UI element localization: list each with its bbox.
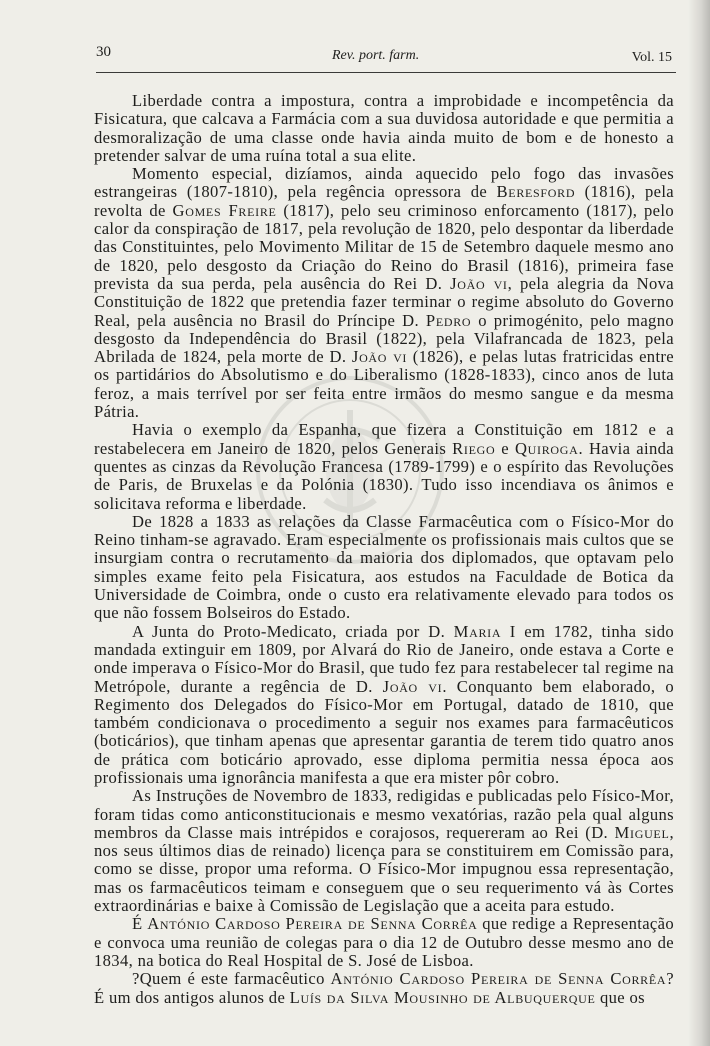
text-run: É <box>132 914 148 934</box>
text-run: A Junta do Proto-Medicato, criada por D. <box>132 621 454 641</box>
paragraph <box>94 421 674 512</box>
text-run: que os <box>595 987 645 1007</box>
small-caps-name: Gomes Freire <box>172 200 277 220</box>
paragraph <box>94 970 674 1007</box>
text-run: (1817), pelo seu criminoso enforcamento (1817), pelo calor da conspiração de 1817, pela revolução de 1820, pelo despontar da liberdade das Constituintes, pelo Movimento Militar de 15 de Setembro daquele mesmo ano de 1820, pelo desgosto da Criação do Reino do Brasil (1816), primeira fase prevista da sua perda, pela ausência do Rei D. <box>94 200 674 293</box>
running-head <box>96 44 676 68</box>
paragraph <box>94 915 674 970</box>
small-caps-name: Riego <box>452 438 496 458</box>
text-run: As Instruções de Novembro de 1833, redigidas e publicadas pelo Físico-Mor, foram tidas como anticonstitucionais e mesmo vexatórias, razão pela qual alguns membros da Classe mais intrépidos e corajosos, requereram ao Rei (D. <box>94 786 674 842</box>
page-number: 30 <box>96 44 111 60</box>
small-caps-name: António Cardoso Pereira de Senna Corrêa <box>330 969 667 989</box>
text-run: Havia o exemplo da Espanha, que fizera a Constituição em 1812 e a restabelecera em Janeiro de 1820, pelos Generais <box>94 420 674 458</box>
text-run: (1826), e pelas lutas fratricidas entre os partidários do Absolutismo e do Liberalismo (1828-1833), cinco anos de luta feroz, a mais terrível por ser feita entre irmãos do mesmo sangue e da mesma Pátria. <box>94 347 675 422</box>
text-run: e <box>495 438 515 458</box>
small-caps-name: Miguel <box>614 822 670 842</box>
small-caps-name: Pedro <box>425 310 472 330</box>
journal-title: Rev. port. farm. <box>332 48 420 63</box>
text-run: , nos seus últimos dias de reinado) licença para se constituirem em Comissão para, como se disse, propor uma reforma. O Físico-Mor impugnou essa representação, mas os farmacêuticos teimam e conseguem que o seu requerimento vá às Cortes extraordinárias e baixe à Comissão de Legislação que a aceita para estudo. <box>94 822 674 916</box>
text-run: , pela alegria da Nova Constituição de 1822 que pretendia fazer terminar o regime absoluto do Governo Real, pela ausência no Brasil do Príncipe D. <box>94 273 674 330</box>
text-run: ?Quem é este farmacêutico <box>132 969 331 989</box>
volume-label: Vol. 15 <box>631 50 672 65</box>
text-run: o primogénito, pelo magno desgosto da Independência do Brasil (1822), pela Vilafrancada de 1823, pela Abrilada de 1824, pela morte de D. <box>94 310 674 367</box>
small-caps-name: João vi <box>382 676 443 696</box>
small-caps-name: António Cardoso Pereira de Senna Corrêa <box>147 914 478 934</box>
small-caps-name: Luís da Silva Mousinho de Albuquerque <box>289 987 596 1007</box>
text-run: De 1828 a 1833 as relações da Classe Farmacêutica com o Físico-Mor do Reino tinham-se agravado. Eram especialmente os profissionais mais cultos que se insurgiam contra o recrutamento da maioria dos diplomados, que optavam pelo simples exame feito pela Fisicatura, aos estudos na Faculdade de Botica da Universidade de Coimbra, onde o custo era relativamente elevado para todos os que não fossem Bolseiros do Estado. <box>94 511 674 623</box>
paragraph <box>94 513 674 623</box>
text-run: Momento especial, dizíamos, ainda aquecido pelo fogo das invasões estrangeiras (1807-1810), pela regência opressora de <box>94 164 674 202</box>
article-body <box>94 92 674 1007</box>
small-caps-name: Beresford <box>496 182 576 202</box>
small-caps-name: Quiroga <box>514 438 579 458</box>
text-run: que redige a Representação e convoca uma reunião de colegas para o dia 12 de Outubro desse mesmo ano de 1834, na botica do Real Hospital de S. José de Lisboa. <box>94 914 674 970</box>
text-run: ? É um dos antigos alunos de <box>94 969 674 1007</box>
text-run: Liberdade contra a impostura, contra a improbidade e incompetência da Fisicatura, que calcava a Farmácia com a sua duvidosa autoridade e que permitia a desmoralização de uma classe onde havia ainda muito de bom e de honesto a pretender salvar de uma ruína total a sua elite. <box>94 91 674 165</box>
small-caps-name: João vi <box>351 347 408 367</box>
small-caps-name: João vi <box>450 273 508 293</box>
page-edge-shadow <box>688 0 710 1046</box>
text-run: (1816), pela revolta de <box>94 182 674 220</box>
text-run: . Havia ainda quentes as cinzas da Revolução Francesa (1789-1799) e o espírito das Revoluções de Paris, de Bruxelas e da Polónia (1830). Tudo isso incendiava os ânimos e solicitava reforma e liberdade. <box>94 438 674 513</box>
header-rule <box>96 72 676 73</box>
paragraph <box>94 92 674 165</box>
text-run: . Conquanto bem elaborado, o Regimento dos Delegados do Físico-Mor em Portugal, datado de 1810, que também condicionava o procedimento a seguir nos exames para farmacêuticos (boticários), que tinham apenas que apresentar garantia de terem tido quatro anos de prática com boticário aprovado, esse diploma permitia nessa época aos profissionais uma ignorância manifesta a que era mister pôr cobro. <box>94 676 674 787</box>
paragraph <box>94 787 674 915</box>
paragraph <box>94 165 674 421</box>
paragraph <box>94 623 674 788</box>
text-run: I em 1782, tinha sido mandada extinguir em 1809, por Alvará do Rio de Janeiro, onde estava a Corte e onde imperava o Físico-Mor do Brasil, que tudo fez para restabelecer tal regime na Metrópole, durante a regência de D. <box>94 621 674 696</box>
small-caps-name: Maria <box>453 621 502 641</box>
